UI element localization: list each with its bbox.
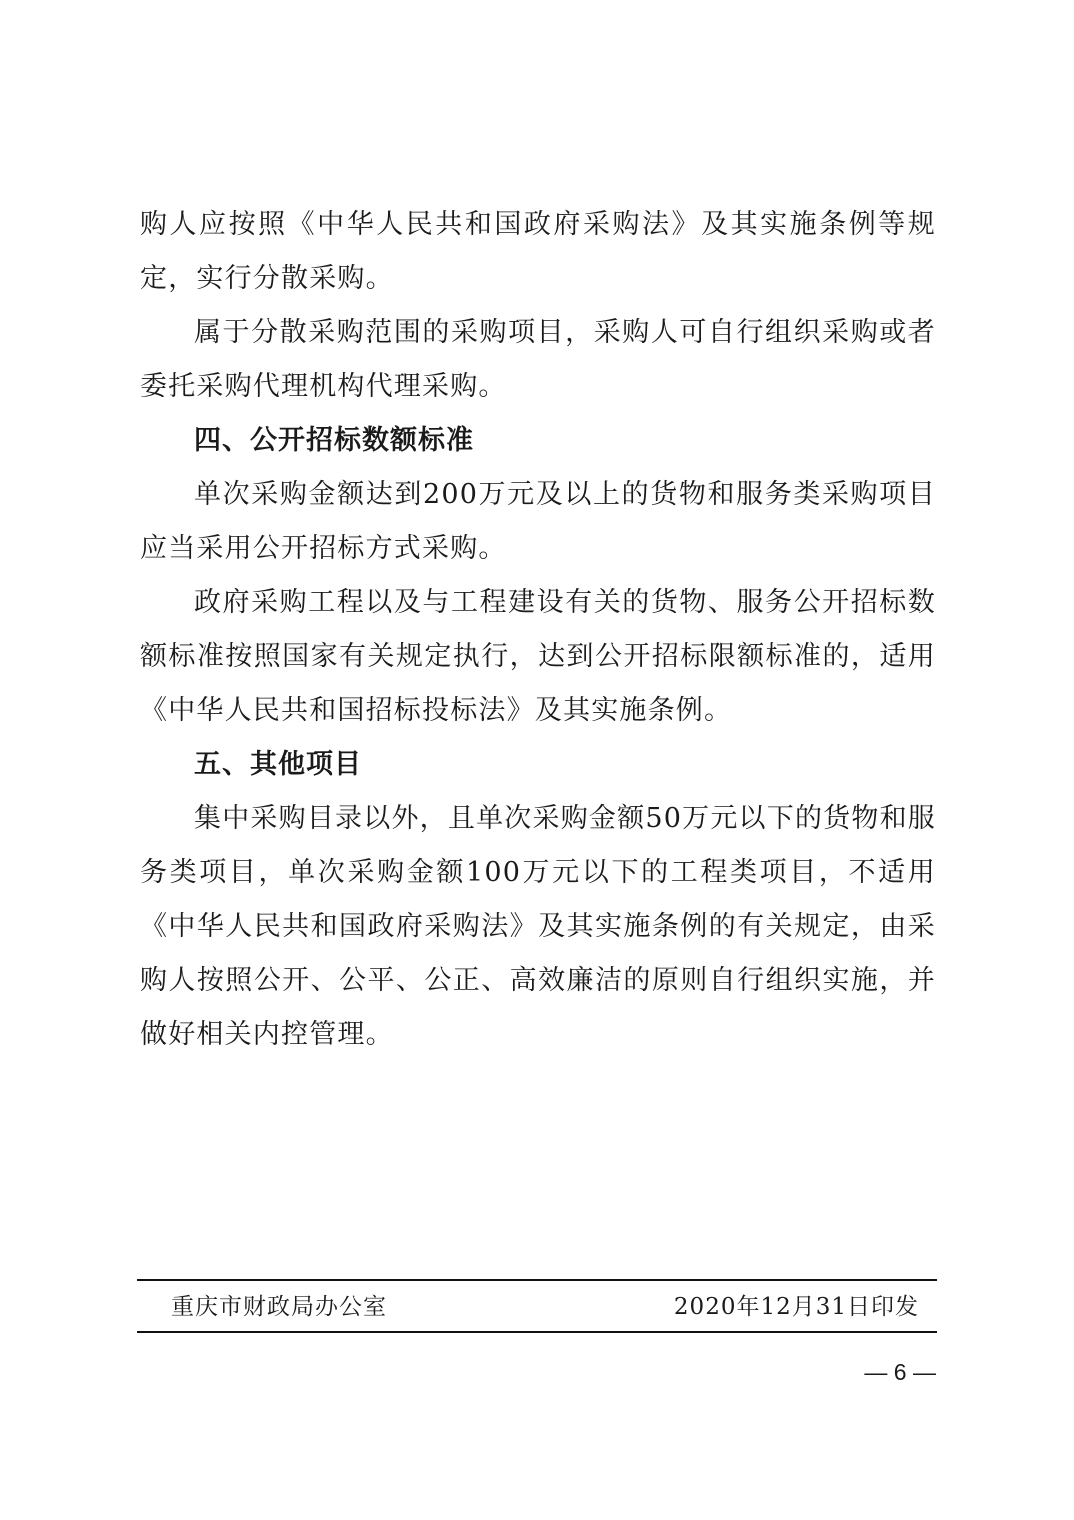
footer-top-rule <box>137 1279 937 1281</box>
section-heading-5: 五、其他项目 <box>194 749 362 780</box>
issuer-name: 重庆市财政局办公室 <box>171 1294 387 1320</box>
issue-date: 2020年12月31日印发 <box>673 1294 919 1320</box>
page-number: — 6 — <box>864 1359 936 1385</box>
paragraph-1: 购人应按照《中华人民共和国政府采购法》及其实施条例等规定，实行分散采购。 <box>140 209 936 294</box>
footer-row <box>137 1285 937 1329</box>
paragraph-2: 属于分散采购范围的采购项目，采购人可自行组织采购或者委托采购代理机构代理采购。 <box>140 317 936 402</box>
paragraph-4: 政府采购工程以及与工程建设有关的货物、服务公开招标数额标准按照国家有关规定执行，达到公开招标限额标准的，适用《中华人民共和国招标投标法》及其实施条例。 <box>140 587 936 726</box>
body-text <box>140 198 936 1062</box>
paragraph-3: 单次采购金额达到200万元及以上的货物和服务类采购项目应当采用公开招标方式采购。 <box>140 479 936 564</box>
paragraph-5: 集中采购目录以外，且单次采购金额50万元以下的货物和服务类项目，单次采购金额100万元以下的工程类项目，不适用《中华人民共和国政府采购法》及其实施条例的有关规定，由采购人按照公开、公平、公正、高效廉洁的原则自行组织实施，并做好相关内控管理。 <box>140 803 936 1050</box>
section-heading-4: 四、公开招标数额标准 <box>194 425 474 456</box>
footer-bottom-rule <box>137 1331 937 1333</box>
